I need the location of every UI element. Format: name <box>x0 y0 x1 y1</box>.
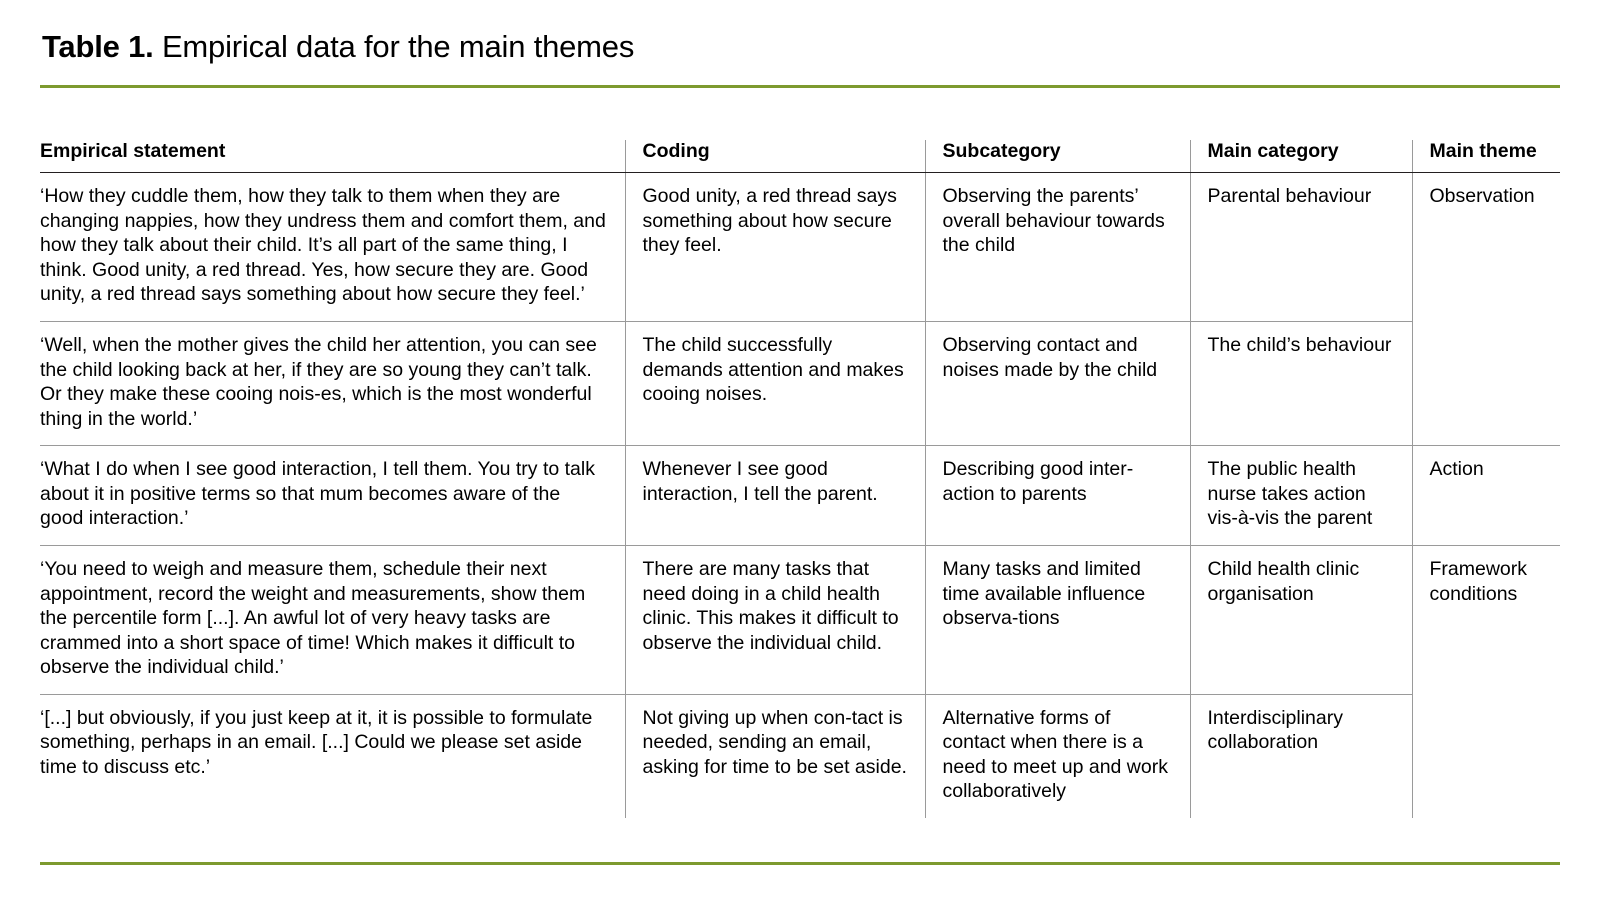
cell-empirical-statement: ‘What I do when I see good interaction, I tell them. You try to talk about it in positive terms so that mum becomes aware of the good interaction.’ <box>40 446 625 546</box>
cell-subcategory: Describing good inter-action to parents <box>925 446 1190 546</box>
cell-main-theme <box>1412 322 1560 446</box>
table-row <box>40 322 1560 446</box>
table-row <box>40 545 1560 694</box>
cell-empirical-statement: ‘[...] but obviously, if you just keep at it, it is possible to formulate something, perhaps in an email. [...] Could we please set aside time to discuss etc.’ <box>40 706 593 778</box>
table-number-label: Table 1. <box>42 29 154 64</box>
cell-coding: There are many tasks that need doing in a child health clinic. This makes it difficult to observe the individual child. <box>625 545 925 694</box>
cell-main-theme: Observation <box>1412 173 1560 322</box>
cell-subcategory: Alternative forms of contact when there is a need to meet up and work collaboratively <box>925 694 1190 818</box>
cell-subcategory: Observing the parents’ overall behaviour towards the child <box>925 173 1190 322</box>
empirical-data-table <box>40 140 1560 818</box>
cell-coding: The child successfully demands attention and makes cooing noises. <box>625 322 925 446</box>
table-header-row <box>40 140 1560 173</box>
cell-main-category: Child health clinic organisation <box>1190 545 1412 694</box>
cell-main-category: The public health nurse takes action vis-à-vis the parent <box>1190 446 1412 546</box>
table-title-text: Empirical data for the main themes <box>153 29 635 64</box>
column-header-main-category: Main category <box>1190 140 1412 173</box>
table-bottom-rule <box>40 862 1560 865</box>
table-row <box>40 694 1560 818</box>
column-header-subcategory: Subcategory <box>925 140 1190 173</box>
cell-main-category: Parental behaviour <box>1190 173 1412 322</box>
cell-empirical-statement: ‘Well, when the mother gives the child her attention, you can see the child looking back at her, if they are so young they can’t talk. Or they make these cooing nois-es, which is the most wonderful thing in the world.’ <box>40 322 625 446</box>
cell-empirical-statement: ‘How they cuddle them, how they talk to them when they are changing nappies, how they undress them and comfort them, and how they talk about their child. It’s all part of the same thing, I think. Good unity, a red thread. Yes, how secure they are. Good unity, a red thread says something about how secure they feel.’ <box>40 173 625 322</box>
cell-main-theme: Framework conditions <box>1412 545 1560 694</box>
cell-subcategory: Observing contact and noises made by the child <box>925 322 1190 446</box>
column-header-main-theme: Main theme <box>1412 140 1560 173</box>
column-header-empirical-statement: Empirical statement <box>40 140 625 173</box>
column-header-coding: Coding <box>625 140 925 173</box>
table-row <box>40 446 1560 546</box>
cell-empirical-statement: ‘You need to weigh and measure them, schedule their next appointment, record the weight and measurements, show them the percentile form [...]. An awful lot of very heavy tasks are crammed into a short space of time! Which makes it difficult to observe the individual child.’ <box>40 545 625 694</box>
table-row <box>40 173 1560 322</box>
cell-main-category: The child’s behaviour <box>1190 322 1412 446</box>
cell-main-theme <box>1412 694 1560 818</box>
cell-main-category: Interdisciplinary collaboration <box>1190 694 1412 818</box>
cell-coding: Good unity, a red thread says something about how secure they feel. <box>625 173 925 322</box>
cell-coding: Not giving up when con-tact is needed, sending an email, asking for time to be set aside. <box>625 694 925 818</box>
page-title <box>40 0 1560 65</box>
cell-coding: Whenever I see good interaction, I tell the parent. <box>625 446 925 546</box>
cell-main-theme: Action <box>1412 446 1560 546</box>
cell-subcategory: Many tasks and limited time available influence observa-tions <box>925 545 1190 694</box>
title-divider-rule <box>40 85 1560 88</box>
